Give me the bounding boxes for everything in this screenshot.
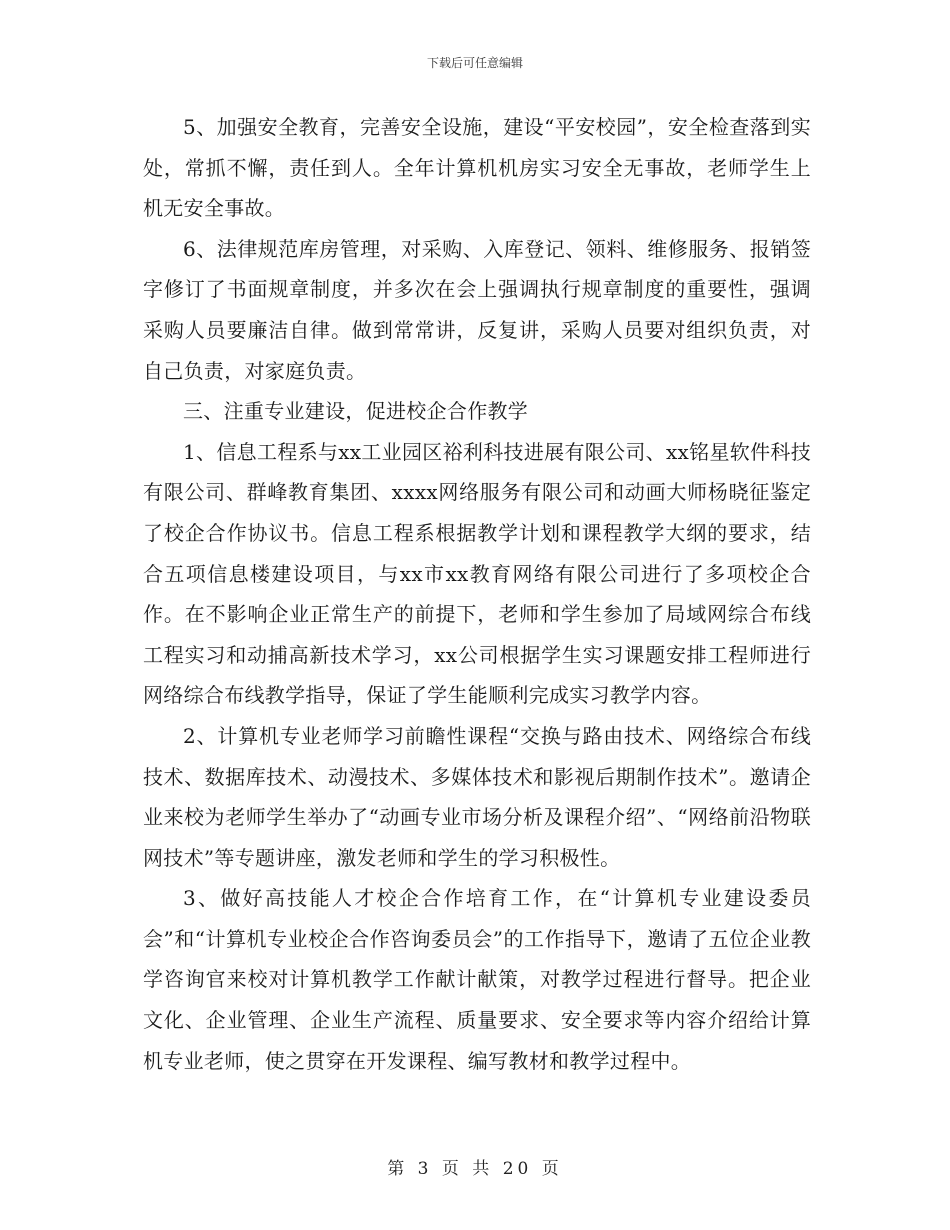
paragraph-school-enterprise-cooperation: 1、信息工程系与xx工业园区裕利科技进展有限公司、xx铭星软件科技有限公司、群峰教育集团、xxxx网络服务有限公司和动画大师杨晓征鉴定了校企合作协议书。信息工程系根据教学计划和课程教学大纲的要求，结合五项信息楼建设项目，与xx市xx教育网络有限公司进行了多项校企合作。在不影响企业正常生产的前提下，老师和学生参加了局域网综合布线工程实习和动捕高新技术学习，xx公司根据学生实习课题安排工程师进行网络综合布线教学指导，保证了学生能顺利完成实习教学内容。 [143, 439, 811, 708]
page-header-note: 下载后可任意编辑 [426, 56, 523, 70]
page-number-footer: 第 3 页 共 20 页 [387, 1159, 563, 1179]
document-body [143, 107, 811, 1081]
paragraph-teacher-training: 2、计算机专业老师学习前瞻性课程“交换与路由技术、网络综合布线技术、数据库技术、动漫技术、多媒体技术和影视后期制作技术”。邀请企业来校为老师学生举办了“动画专业市场分析及课程介绍”、“网络前沿物联网技术”等专题讲座，激发老师和学生的学习积极性。 [143, 723, 811, 870]
paragraph-safety-education: 5、加强安全教育，完善安全设施，建设“平安校园”，安全检查落到实处，常抓不懈，责任到人。全年计算机机房实习安全无事故，老师学生上机无安全事故。 [143, 115, 811, 221]
paragraph-talent-cultivation: 3、做好高技能人才校企合作培育工作，在“计算机专业建设委员会”和“计算机专业校企合作咨询委员会”的工作指导下，邀请了五位企业教学咨询官来校对计算机教学工作献计献策，对教学过程进行督导。把企业文化、企业管理、企业生产流程、质量要求、安全要求等内容介绍给计算机专业老师，使之贯穿在开发课程、编写教材和教学过程中。 [143, 886, 811, 1073]
section-heading-specialty-construction: 三、注重专业建设，促进校企合作教学 [183, 399, 529, 424]
paragraph-warehouse-management: 6、法律规范库房管理，对采购、入库登记、领料、维修服务、报销签字修订了书面规章制度，并多次在会上强调执行规章制度的重要性，强调采购人员要廉洁自律。做到常常讲，反复讲，采购人员要对组织负责，对自己负责，对家庭负责。 [143, 236, 811, 383]
